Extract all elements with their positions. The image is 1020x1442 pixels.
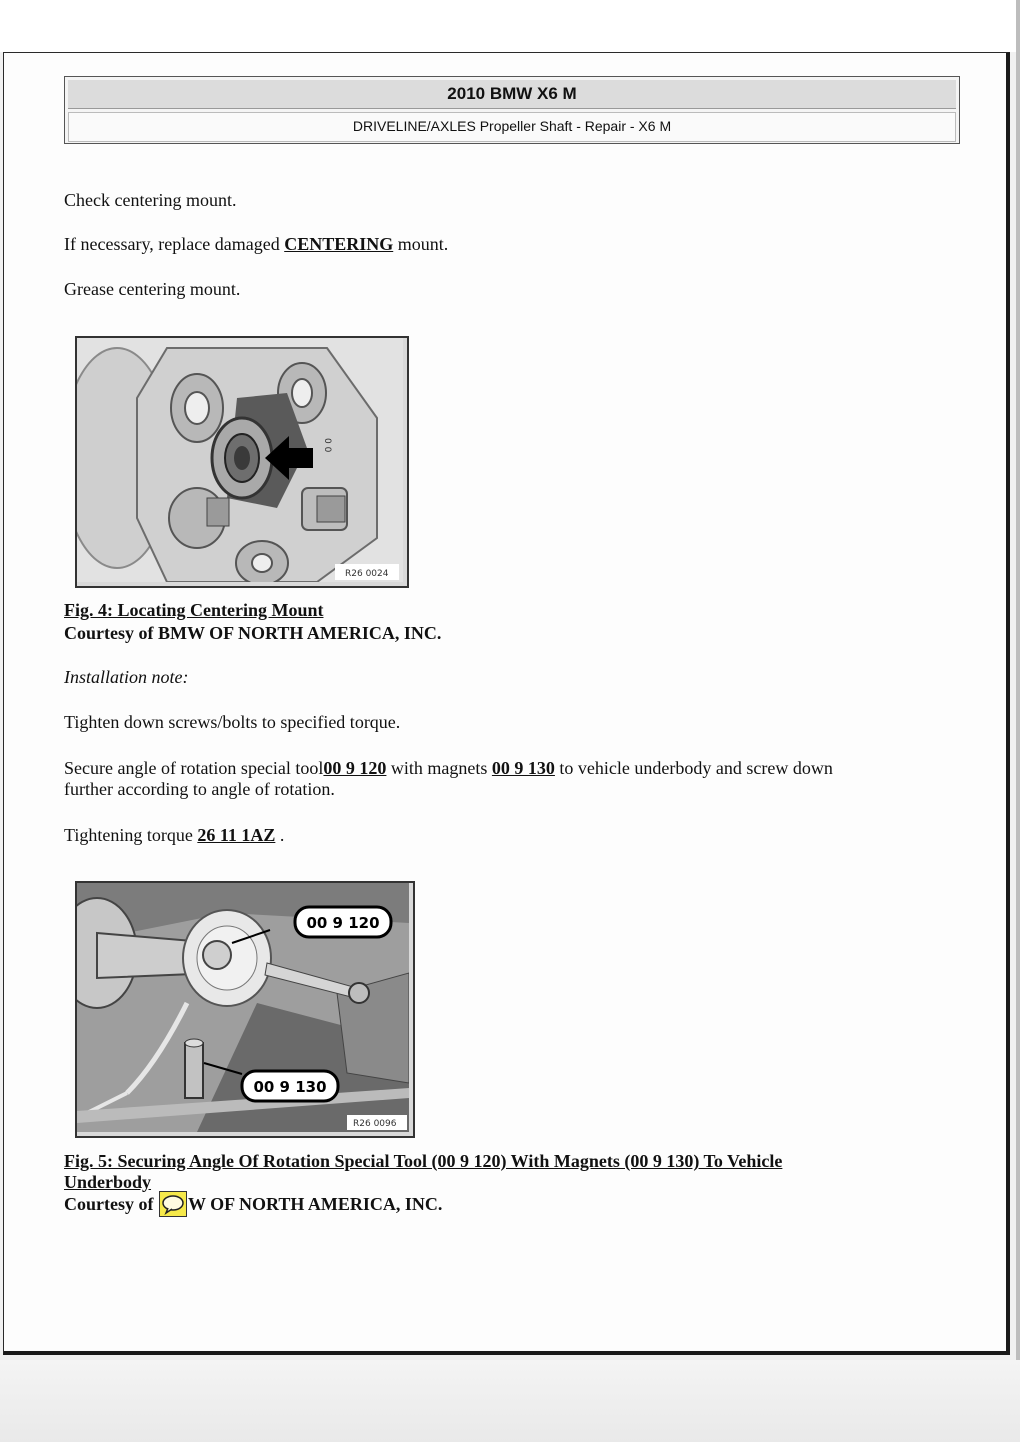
installation-note-label: Installation note:	[64, 667, 189, 687]
paragraph-check-mount: Check centering mount.	[64, 190, 237, 210]
figure-5-code: R26 0096	[353, 1119, 397, 1129]
angle-tool-illustration	[77, 883, 409, 1132]
document-header	[64, 76, 960, 144]
tool-00-9-130-link[interactable]: 00 9 130	[491, 758, 555, 778]
replace-text: If necessary, replace damaged	[64, 234, 280, 254]
header-title: 2010 BMW X6 M	[68, 80, 956, 109]
secure-text-end: to vehicle underbody and screw down	[554, 758, 833, 778]
viewer-scrollbar-edge[interactable]	[1016, 0, 1020, 1442]
comment-note-icon[interactable]	[159, 1191, 187, 1217]
figure-5-label-2: 00 9 130	[253, 1078, 327, 1096]
torque-text-end: .	[275, 825, 285, 845]
figure-4-code: R26 0024	[345, 569, 389, 579]
secure-text-line2: further according to angle of rotation.	[64, 779, 335, 799]
figure-4-caption-link[interactable]: Fig. 4: Locating Centering Mount	[64, 600, 324, 620]
paragraph-replace-mount	[64, 234, 448, 255]
centering-link[interactable]: CENTERING	[284, 234, 394, 254]
svg-text:0 0: 0 0	[322, 438, 332, 453]
torque-26-11-1az-link[interactable]: 26 11 1AZ	[197, 825, 276, 845]
figure-5-courtesy	[64, 1193, 442, 1219]
header-subtitle: DRIVELINE/AXLES Propeller Shaft - Repair - X6 M	[68, 112, 956, 142]
figure-5-caption-link-line2[interactable]: Underbody	[64, 1172, 152, 1192]
replace-text-end: mount.	[393, 234, 449, 254]
paragraph-grease-mount: Grease centering mount.	[64, 279, 241, 299]
figure-4-caption	[64, 600, 323, 621]
secure-text-mid: with magnets	[386, 758, 492, 778]
paragraph-secure-tool	[64, 758, 944, 800]
viewer-top-area	[0, 0, 1020, 52]
paragraph-torque	[64, 825, 284, 846]
figure-4-image	[75, 336, 409, 588]
torque-text: Tightening torque	[64, 825, 198, 845]
figure-5-label-1: 00 9 120	[306, 914, 380, 932]
figure-5-caption	[64, 1151, 964, 1193]
document-page	[3, 52, 1010, 1355]
secure-text: Secure angle of rotation special tool	[64, 758, 324, 778]
viewer-bottom-area	[0, 1360, 1020, 1442]
figure-5-courtesy-start: Courtesy of	[64, 1194, 158, 1215]
figure-4-courtesy: Courtesy of BMW OF NORTH AMERICA, INC.	[64, 623, 442, 643]
tool-00-9-120-link[interactable]: 00 9 120	[323, 758, 387, 778]
paragraph-tighten: Tighten down screws/bolts to specified torque.	[64, 712, 401, 732]
figure-5-courtesy-end: W OF NORTH AMERICA, INC.	[187, 1194, 443, 1215]
figure-5-caption-link[interactable]: Fig. 5: Securing Angle Of Rotation Special Tool (00 9 120) With Magnets (00 9 130) To Vehicle	[64, 1151, 783, 1171]
centering-mount-illustration	[77, 338, 403, 582]
figure-5-image	[75, 881, 415, 1138]
